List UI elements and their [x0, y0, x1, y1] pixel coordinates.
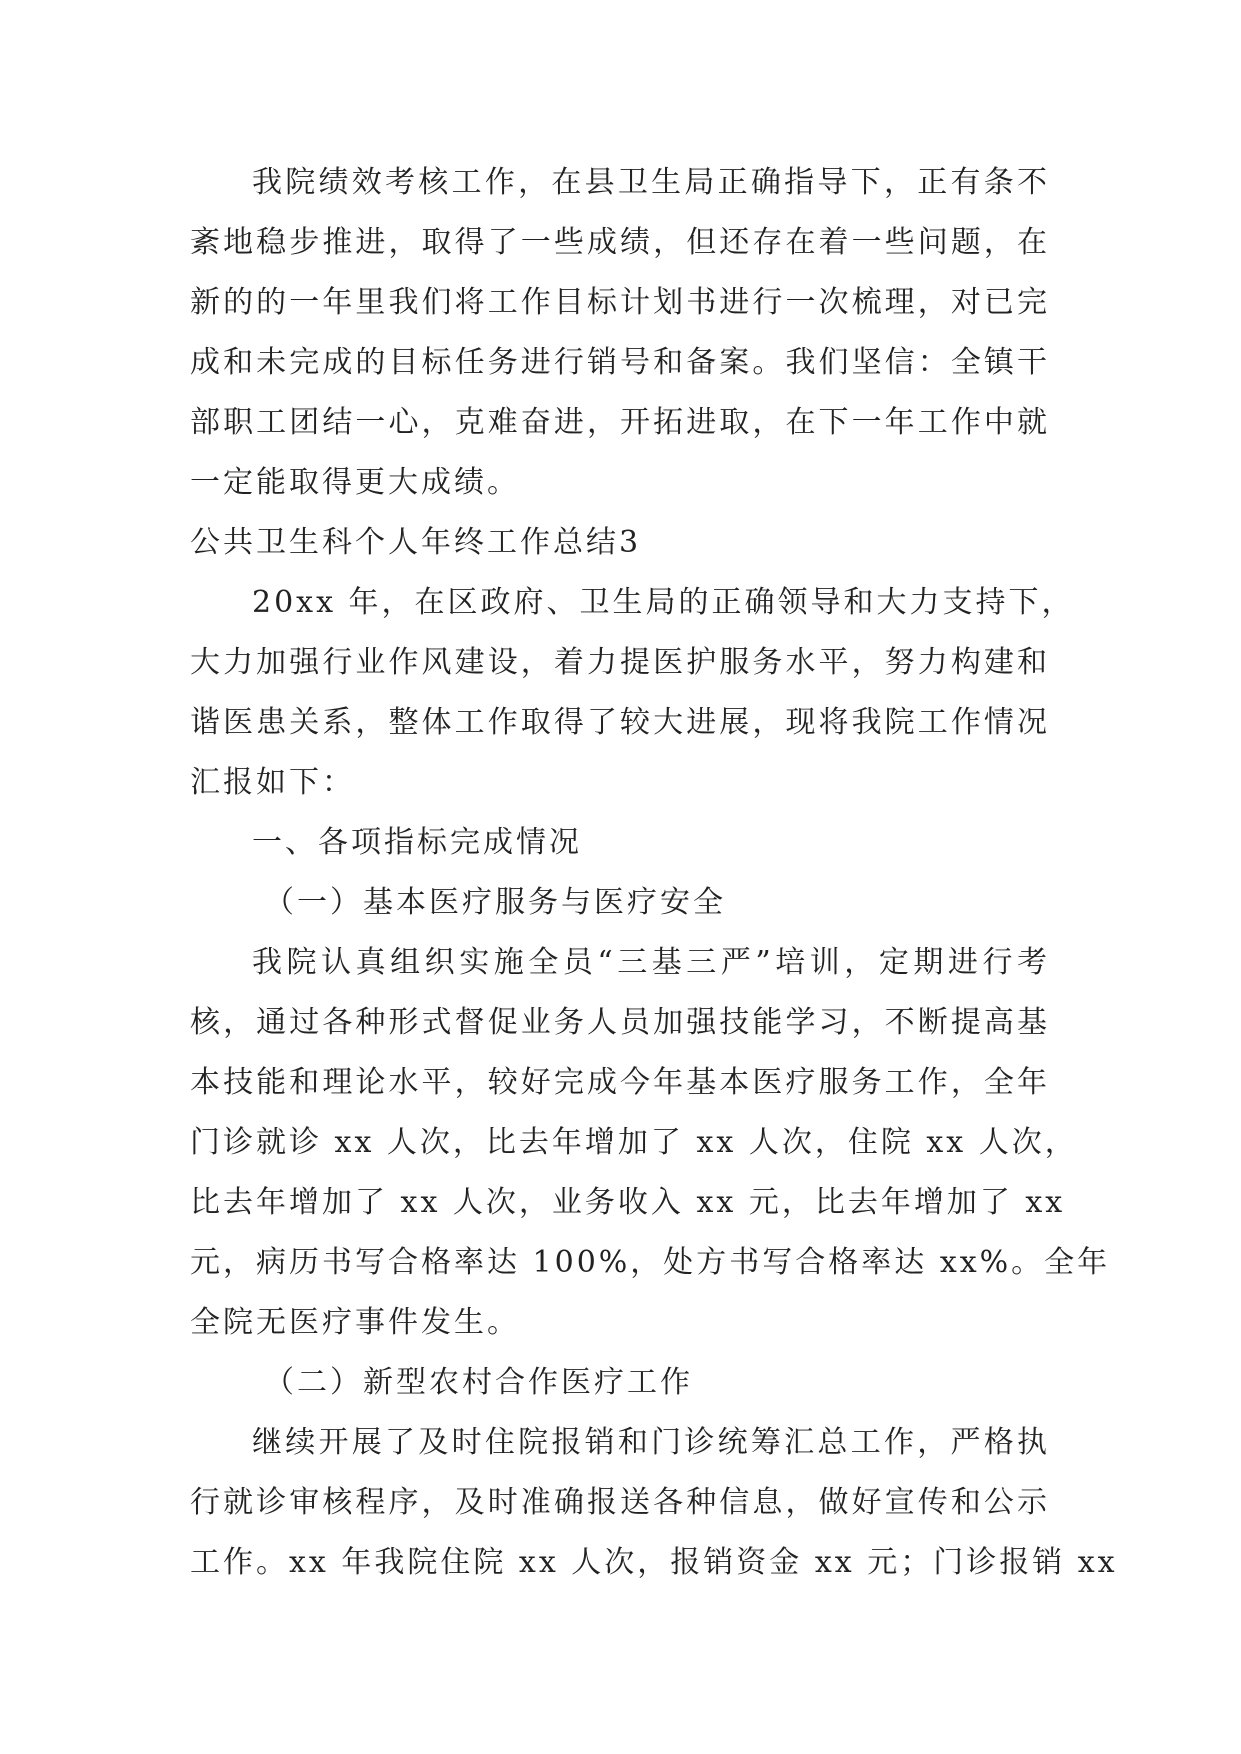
paragraph-line: 新的的一年里我们将工作目标计划书进行一次梳理，对已完 [190, 285, 1050, 320]
document-body [190, 153, 1118, 1593]
paragraph-line: 汇报如下： [190, 765, 355, 800]
paragraph-line: 本技能和理论水平，较好完成今年基本医疗服务工作，全年 [190, 1065, 1050, 1100]
paragraph-line: 一定能取得更大成绩。 [190, 465, 520, 500]
paragraph-line: 大力加强行业作风建设，着力提医护服务水平，努力构建和 [190, 645, 1050, 680]
paragraph-line: 我院绩效考核工作，在县卫生局正确指导下，正有条不 [252, 165, 1050, 200]
paragraph-line: 谐医患关系，整体工作取得了较大进展，现将我院工作情况 [190, 705, 1050, 740]
paragraph-line: 全院无医疗事件发生。 [190, 1305, 520, 1340]
heading-level-2: （一）基本医疗服务与医疗安全 [264, 885, 726, 920]
paragraph-line: 我院认真组织实施全员“三基三严”培训，定期进行考 [252, 945, 1050, 980]
paragraph-line: 元，病历书写合格率达 100%，处方书写合格率达 xx%。全年 [190, 1245, 1111, 1280]
paragraph-line: 比去年增加了 xx 人次，业务收入 xx 元，比去年增加了 xx [190, 1185, 1066, 1220]
paragraph-line: 继续开展了及时住院报销和门诊统筹汇总工作，严格执 [252, 1425, 1050, 1460]
heading-level-2: （二）新型农村合作医疗工作 [264, 1365, 693, 1400]
paragraph-line: 紊地稳步推进，取得了一些成绩，但还存在着一些问题，在 [190, 225, 1050, 260]
paragraph-line: 行就诊审核程序，及时准确报送各种信息，做好宣传和公示 [190, 1485, 1050, 1520]
heading-level-1: 一、各项指标完成情况 [252, 825, 582, 860]
paragraph-line: 部职工团结一心，克难奋进，开拓进取，在下一年工作中就 [190, 405, 1050, 440]
paragraph-line: 成和未完成的目标任务进行销号和备案。我们坚信：全镇干 [190, 345, 1050, 380]
paragraph-line: 20xx 年，在区政府、卫生局的正确领导和大力支持下， [252, 585, 1075, 620]
paragraph-line: 门诊就诊 xx 人次，比去年增加了 xx 人次，住院 xx 人次， [190, 1125, 1078, 1160]
paragraph-line: 工作。xx 年我院住院 xx 人次，报销资金 xx 元；门诊报销 xx [190, 1545, 1118, 1580]
paragraph-line: 核，通过各种形式督促业务人员加强技能学习，不断提高基 [190, 1005, 1050, 1040]
section-title: 公共卫生科个人年终工作总结3 [190, 525, 642, 560]
